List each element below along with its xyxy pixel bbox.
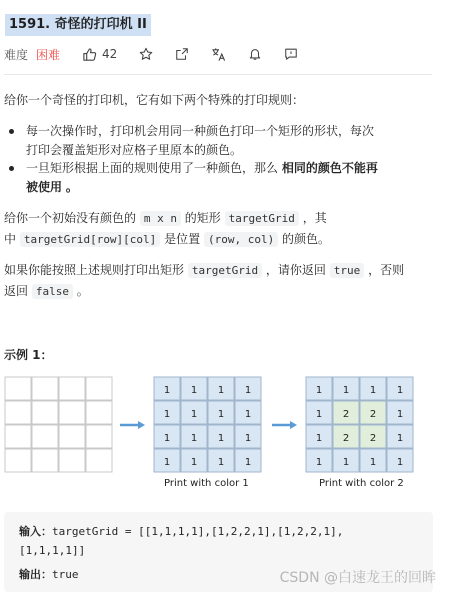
grid-color-2-cell-label: 1 [315, 385, 323, 396]
rule-2-bold-1: 相同的颜色不能再 [281, 161, 378, 175]
rule-2 [26, 159, 426, 197]
inline-code: targetGrid [188, 263, 262, 278]
grid-color-1-cell-label: 1 [190, 433, 198, 444]
text-segment: 返回 [4, 284, 29, 298]
text-segment: 的矩形 [184, 211, 221, 225]
star-icon [139, 47, 153, 61]
inline-code: true [330, 263, 365, 278]
grid-color-2-cell-label: 1 [369, 385, 377, 396]
grid-color-1-cell-label: 1 [217, 409, 225, 420]
grid-color-1-cell-label: 1 [244, 433, 252, 444]
like-button[interactable] [82, 47, 117, 62]
input-line-1 [19, 523, 343, 539]
share-button[interactable] [175, 47, 189, 61]
grid-color-1-cell-label: 1 [190, 409, 198, 420]
rule-1-line-1: 每一次操作时，打印机会用同一种颜色打印一个矩形的形状，每次 [26, 124, 375, 138]
grid-color-2-cell-label: 2 [369, 433, 377, 444]
feedback-button[interactable] [284, 47, 298, 61]
rule-1 [26, 122, 426, 160]
empty-grid-cell [5, 449, 31, 472]
text-segment: ，否则 [368, 263, 405, 277]
text-segment: 。 [76, 284, 89, 298]
empty-grid-cell [59, 425, 85, 448]
output-line [19, 566, 79, 582]
text-segment: ，请你返回 [265, 263, 326, 277]
share-icon [175, 47, 189, 61]
example-heading: 示例 1： [4, 348, 53, 362]
intro-text: 给你一个奇怪的打印机，它有如下两个特殊的打印规则： [4, 93, 305, 107]
grid-color-1-cell-label: 1 [163, 457, 171, 468]
text-segment: 如果你能按照上述规则打印出矩形 [4, 263, 185, 277]
input-value-1: targetGrid = [[1,1,1,1],[1,2,2,1],[1,2,2,1], [52, 525, 344, 538]
grid-color-1-cell-label: 1 [244, 385, 252, 396]
inline-code: targetGrid[row][col] [20, 232, 160, 247]
empty-grid-cell [59, 449, 85, 472]
text-segment: 的颜色。 [282, 232, 331, 246]
grid-color-2-cell-label: 1 [315, 457, 323, 468]
header-divider [4, 74, 432, 75]
grid-color-2-cell-label: 2 [369, 409, 377, 420]
translate-icon [211, 47, 226, 62]
empty-grid-cell [59, 401, 85, 424]
grid-color-2-cell-label: 1 [342, 457, 350, 468]
notification-button[interactable] [248, 47, 262, 61]
return-description [4, 260, 436, 302]
thumbs-up-icon [82, 47, 97, 62]
output-label: 输出： [19, 568, 52, 581]
empty-grid-cell [59, 377, 85, 400]
grid-color-1-cell-label: 1 [190, 457, 198, 468]
inline-code: (row, col) [204, 232, 278, 247]
inline-code: false [32, 284, 73, 299]
grid-color-2-cell-label: 2 [342, 433, 350, 444]
rule-2-bold-2: 被使用 [26, 180, 63, 194]
caption-color-2: Print with color 2 [319, 478, 404, 489]
grid-color-1-cell-label: 1 [163, 409, 171, 420]
text-segment: ，其 [302, 211, 327, 225]
grid-color-2-cell-label: 1 [369, 457, 377, 468]
inline-code: m x n [140, 211, 181, 226]
page-title: 1591. 奇怪的打印机 II [5, 14, 151, 36]
grid-color-2-cell-label: 1 [396, 457, 404, 468]
problem-meta-bar [4, 44, 320, 64]
bell-icon [248, 47, 262, 61]
difficulty-label: 难度 [4, 47, 29, 62]
grid-color-1-cell-label: 1 [217, 457, 225, 468]
translate-button[interactable] [211, 47, 226, 62]
grid-color-2-cell-label: 1 [396, 409, 404, 420]
output-value: true [52, 568, 79, 581]
empty-grid-cell [5, 401, 31, 424]
watermark: CSDN @白速龙王的回眸 [279, 570, 436, 586]
empty-grid-cell [32, 377, 58, 400]
rule-2-period: 。 [65, 180, 78, 194]
arrow-1-head [138, 421, 145, 429]
grid-color-2-cell-label: 1 [342, 385, 350, 396]
grid-color-1-cell-label: 1 [244, 409, 252, 420]
input-label: 输入： [19, 525, 52, 538]
empty-grid-cell [86, 401, 112, 424]
comment-icon [284, 47, 298, 61]
grid-description [4, 208, 436, 250]
rule-1-line-2: 打印会覆盖矩形对应格子里原本的颜色。 [26, 143, 243, 157]
grid-color-2-cell-label: 2 [342, 409, 350, 420]
favorite-button[interactable] [139, 47, 153, 61]
grid-color-1-cell-label: 1 [217, 433, 225, 444]
text-segment: 给你一个初始没有颜色的 [4, 211, 137, 225]
empty-grid-cell [5, 425, 31, 448]
grid-color-1-cell-label: 1 [163, 385, 171, 396]
grid-color-2-cell-label: 1 [315, 433, 323, 444]
empty-grid-cell [86, 425, 112, 448]
empty-grid-cell [86, 449, 112, 472]
empty-grid-cell [5, 377, 31, 400]
grid-color-1-cell-label: 1 [190, 385, 198, 396]
like-count: 42 [102, 47, 118, 61]
grid-color-1-cell-label: 1 [163, 433, 171, 444]
example-figure [0, 368, 452, 502]
grid-color-1-cell-label: 1 [244, 457, 252, 468]
inline-code: targetGrid [225, 211, 299, 226]
caption-color-1: Print with color 1 [164, 478, 249, 489]
empty-grid-cell [86, 377, 112, 400]
empty-grid-cell [32, 401, 58, 424]
empty-grid-cell [32, 425, 58, 448]
grid-color-2-cell-label: 1 [315, 409, 323, 420]
difficulty-badge: 困难 [36, 47, 61, 62]
grid-color-1-cell-label: 1 [217, 385, 225, 396]
text-segment: 中 [4, 232, 17, 246]
arrow-2-head [290, 421, 297, 429]
input-line-2: [1,1,1,1]] [19, 544, 86, 557]
grid-color-2-cell-label: 1 [396, 433, 404, 444]
empty-grid-cell [32, 449, 58, 472]
rule-2-text: 一旦矩形根据上面的规则使用了一种颜色，那么 [26, 161, 279, 175]
grid-color-2-cell-label: 1 [396, 385, 404, 396]
text-segment: 是位置 [164, 232, 201, 246]
